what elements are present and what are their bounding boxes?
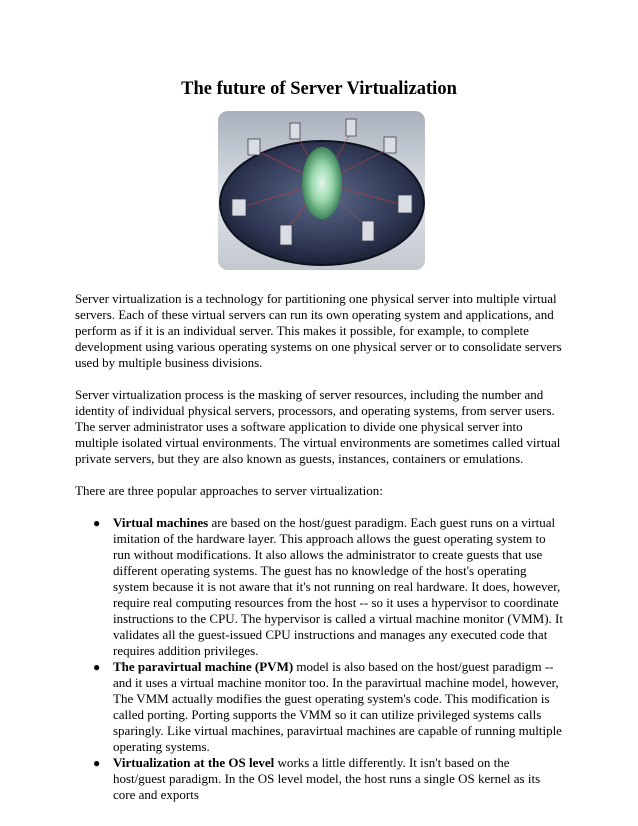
bullet-icon: ● [93, 516, 101, 530]
list-item [93, 515, 565, 659]
document-body [75, 291, 565, 803]
list-item-term: The paravirtual machine (PVM) [113, 659, 294, 674]
paragraph-2: Server virtualization process is the masking of server resources, including the number and identity of individual physical servers, processors, and operating systems, from server users. The server administrator uses a software application to divide one physical server into multiple isolated virtual environments. The virtual environments are sometimes called virtual private servers, but they are also known as guests, instances, containers or emulations. [75, 387, 561, 466]
bullet-icon: ● [93, 660, 101, 674]
list-item [93, 659, 565, 755]
approaches-list [75, 515, 565, 803]
document-title: The future of Server Virtualization [181, 79, 457, 99]
list-item [93, 755, 565, 803]
list-item-text: model is also based on the host/guest paradigm -- and it uses a virtual machine monitor too. In the paravirtual machine model, however, The VMM actually modifies the guest operating system's code. This modification is called porting. Porting supports the VMM so it can utilize privileged systems calls sparingly. Like virtual machines, paravirtual machines are capable of running multiple operating systems. [113, 659, 562, 754]
list-item-text: works a little differently. It isn't based on the host/guest paradigm. In the OS level model, the host runs a single OS kernel as its core and exports [113, 755, 541, 802]
list-item-term: Virtualization at the OS level [113, 755, 275, 770]
list-item-text: are based on the host/guest paradigm. Each guest runs on a virtual imitation of the hardware layer. This approach allows the guest operating system to run without modifications. It also allows the administrator to create guests that use different operating systems. The guest has no knowledge of the host's operating system because it is not aware that it's not running on real hardware. It does, however, require real computing resources from the host -- so it uses a hypervisor to coordinate instructions to the CPU. The hypervisor is called a virtual machine monitor (VMM). It validates all the guest-issued CPU instructions and manages any executed code that requires addition privileges. [113, 515, 563, 658]
paragraph-3: There are three popular approaches to server virtualization: [75, 483, 383, 498]
bullet-icon: ● [93, 756, 101, 770]
list-item-term: Virtual machines [113, 515, 209, 530]
server-network-diagram-image [218, 111, 425, 270]
paragraph-1: Server virtualization is a technology for partitioning one physical server into multiple virtual servers. Each of these virtual servers can run its own operating system and applications, and perform as if it is an individual server. This makes it possible, for example, to complete development using various operating systems on one physical server or to consolidate servers used by multiple business divisions. [75, 291, 562, 370]
